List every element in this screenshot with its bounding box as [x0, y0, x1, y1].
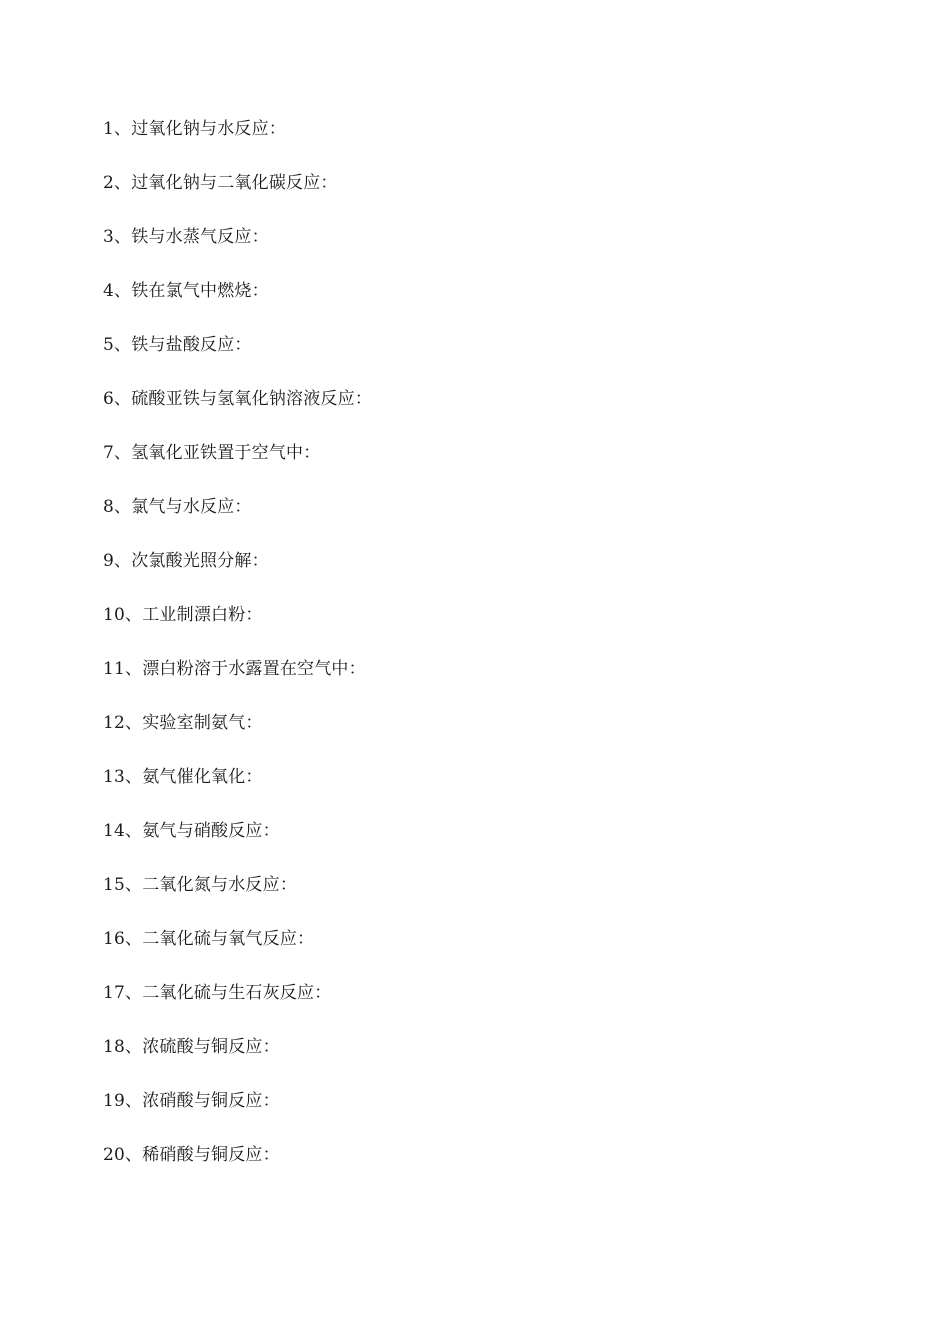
- question-item: 15、二氧化氮与水反应：: [103, 875, 298, 895]
- question-item: 11、漂白粉溶于水露置在空气中：: [103, 659, 366, 679]
- question-item: 18、浓硫酸与铜反应：: [103, 1037, 280, 1057]
- question-item: 13、氨气催化氧化：: [103, 767, 263, 787]
- question-item: 8、氯气与水反应：: [103, 497, 252, 517]
- question-item: 17、二氧化硫与生石灰反应：: [103, 983, 332, 1003]
- question-item: 20、稀硝酸与铜反应：: [103, 1145, 280, 1165]
- question-list: [103, 116, 372, 1196]
- question-item: 10、工业制漂白粉：: [103, 605, 263, 625]
- question-item: 5、铁与盐酸反应：: [103, 335, 252, 355]
- question-item: 7、氢氧化亚铁置于空气中：: [103, 443, 321, 463]
- question-item: 9、次氯酸光照分解：: [103, 551, 269, 571]
- question-item: 14、氨气与硝酸反应：: [103, 821, 280, 841]
- question-item: 12、实验室制氨气：: [103, 713, 263, 733]
- question-item: 19、浓硝酸与铜反应：: [103, 1091, 280, 1111]
- question-item: 3、铁与水蒸气反应：: [103, 227, 269, 247]
- question-item: 2、过氧化钠与二氧化碳反应：: [103, 173, 338, 193]
- question-item: 16、二氧化硫与氧气反应：: [103, 929, 315, 949]
- question-item: 4、铁在氯气中燃烧：: [103, 281, 269, 301]
- question-item: 6、硫酸亚铁与氢氧化钠溶液反应：: [103, 389, 373, 409]
- question-item: 1、过氧化钠与水反应：: [103, 119, 287, 139]
